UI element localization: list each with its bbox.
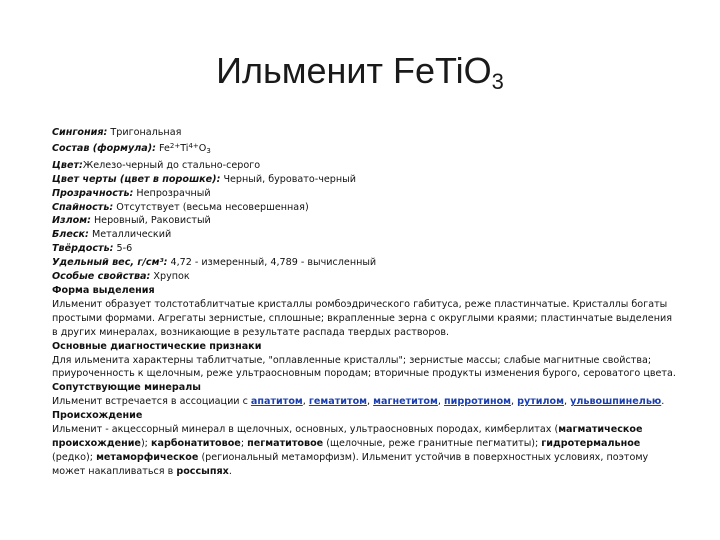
- prop-streak: [52, 173, 680, 187]
- prop-fracture: [52, 214, 680, 228]
- assoc-sep: ,: [511, 396, 518, 408]
- prop-transparency: [52, 187, 680, 201]
- assoc-sep: ,: [302, 396, 309, 408]
- assoc-sep: ,: [564, 396, 571, 408]
- formula-ti-charge: 4+: [188, 141, 199, 150]
- prop-cleavage: [52, 201, 680, 215]
- diag-heading: Основные диагностические признаки: [52, 340, 262, 352]
- prop-value: Хрупок: [150, 271, 190, 283]
- prop-label: Сингония:: [52, 127, 108, 138]
- mineral-description: [52, 126, 680, 479]
- prop-label: Цвет:: [52, 159, 83, 171]
- prop-value: Неровный, Раковистый: [90, 215, 211, 227]
- origin-heading: Происхождение: [52, 410, 143, 422]
- origin-t1: Ильменит - акцессорный минерал в щелочных, основных, ультраосновных породах, кимберлитах (: [52, 424, 559, 436]
- prop-special: [52, 270, 680, 284]
- page-title: [0, 50, 720, 95]
- origin-t3: ;: [240, 437, 248, 449]
- assoc-sep: ,: [437, 396, 444, 408]
- prop-value: 4,72 - измеренный, 4,789 - вычисленный: [167, 257, 377, 269]
- formula-ti: Ti: [180, 142, 189, 154]
- diag-text: Для ильменита характерны таблитчатые, "оплавленные кристаллы"; зернистые массы; слабые магнитные свойства; приуроченность к щелочным, реже ультраосновным породам; вторичные продукты изменения бурого, сероватого цвета.: [52, 354, 676, 380]
- origin-carbonatite: карбонатитовое: [150, 437, 241, 449]
- form-text: Ильменит образует толстотаблитчатые кристаллы ромбоэдрического габитуса, реже пластинчатые. Кристаллы богаты простыми формами. Агрегаты зернистые, сплошные; вкрапленные зерна с округлыми краями; пластинчатые выделения в других минералах, возникающие в результате распада твердых растворов.: [52, 298, 672, 338]
- prop-label: Прозрачность:: [52, 187, 134, 199]
- formula-o-count: 3: [206, 146, 211, 155]
- formula-fe: Fe: [155, 142, 170, 154]
- origin-text: [52, 423, 680, 479]
- prop-label: Особые свойства:: [52, 271, 151, 283]
- prop-value: Непрозрачный: [133, 187, 211, 199]
- origin-t7: .: [228, 465, 232, 477]
- assoc-suffix: .: [661, 396, 665, 408]
- assoc-sep: ,: [367, 396, 374, 408]
- prop-density: [52, 256, 680, 270]
- prop-label: Удельный вес, г/см³:: [52, 257, 168, 269]
- prop-label: Твёрдость:: [52, 243, 114, 255]
- origin-t4: (щелочные, реже гранитные пегматиты);: [323, 437, 542, 449]
- title-text: Ильменит FeTiO: [216, 50, 492, 91]
- origin-pegmatite: пегматитовое: [247, 437, 324, 449]
- formula-o: O: [198, 142, 207, 154]
- prop-value: Черный, буровато-черный: [220, 173, 356, 185]
- prop-formula: [52, 140, 680, 159]
- origin-t5: (редко);: [52, 451, 97, 463]
- origin-t6: (региональный метаморфизм). Ильменит устойчив в поверхностных условиях, поэтому может накапливаться в: [52, 451, 649, 477]
- origin-t2: );: [140, 437, 151, 449]
- link-hematite[interactable]: гематитом: [308, 396, 368, 408]
- assoc-text: [52, 395, 680, 409]
- prop-hardness: [52, 242, 680, 256]
- prop-label: Цвет черты (цвет в порошке):: [52, 173, 221, 185]
- link-ulvospinel[interactable]: ульвошпинелью: [570, 396, 662, 408]
- link-pyrrhotite[interactable]: пирротином: [443, 396, 512, 408]
- prop-value: Металлический: [88, 229, 172, 241]
- link-magnetite[interactable]: магнетитом: [373, 396, 438, 408]
- origin-magmatic: магматическое происхождение: [52, 424, 643, 449]
- prop-value: Железо-черный до стально-серого: [82, 159, 261, 171]
- prop-label: Состав (формула):: [52, 142, 156, 154]
- origin-placers: россыпях: [176, 465, 229, 477]
- prop-luster: [52, 228, 680, 242]
- prop-label: Блеск:: [52, 229, 89, 241]
- form-heading: Форма выделения: [52, 284, 155, 296]
- prop-value: 5-6: [113, 243, 133, 255]
- prop-value: Отсутствует (весьма несовершенная): [113, 201, 309, 213]
- prop-label: Излом:: [52, 215, 91, 227]
- title-subscript: 3: [491, 69, 504, 94]
- prop-color: [52, 159, 680, 173]
- assoc-prefix: Ильменит встречается в ассоциации с: [52, 396, 251, 408]
- link-apatite[interactable]: апатитом: [250, 396, 303, 408]
- origin-hydrothermal: гидротермальное: [541, 437, 641, 449]
- prop-syngony: [52, 126, 680, 140]
- assoc-heading: Сопутствующие минералы: [52, 382, 201, 394]
- origin-metamorphic: метаморфическое: [96, 451, 199, 463]
- formula-fe-charge: 2+: [169, 141, 181, 150]
- prop-label: Спайность:: [52, 201, 114, 213]
- link-rutile[interactable]: рутилом: [517, 396, 564, 408]
- prop-value: Тригональная: [107, 127, 182, 138]
